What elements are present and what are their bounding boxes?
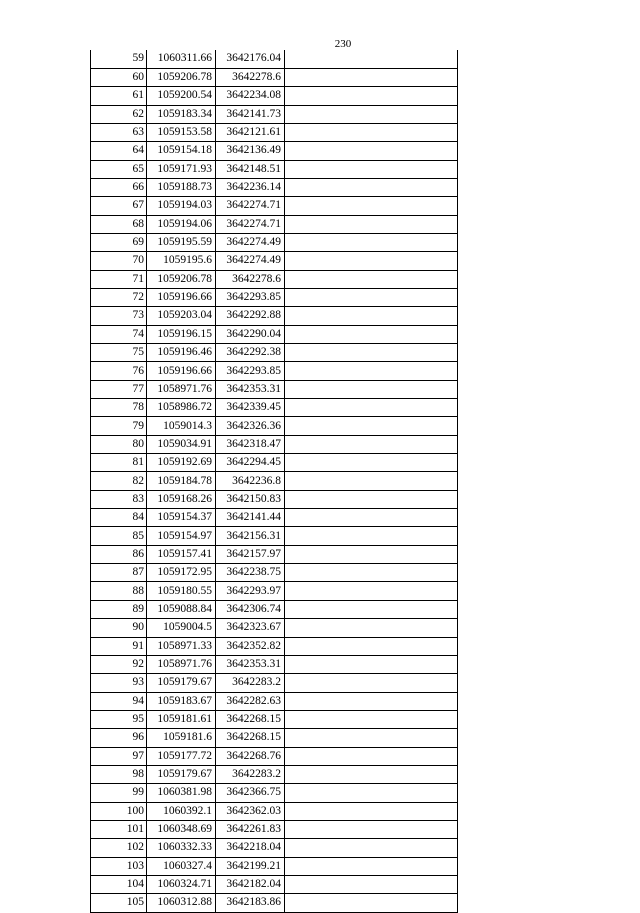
point-number-cell: 60 (91, 68, 147, 86)
point-number-cell: 77 (91, 380, 147, 398)
table-row (91, 710, 458, 728)
y-coordinate-cell: 3642292.88 (216, 307, 285, 325)
table-row (91, 435, 458, 453)
x-coordinate-cell: 1060392.1 (147, 802, 216, 820)
x-coordinate-cell: 1059153.58 (147, 123, 216, 141)
y-coordinate-cell: 3642293.85 (216, 288, 285, 306)
table-row (91, 509, 458, 527)
y-coordinate-cell: 3642176.04 (216, 50, 285, 68)
table-row (91, 197, 458, 215)
point-number-cell: 87 (91, 564, 147, 582)
empty-cell (285, 105, 458, 123)
coordinate-table (90, 50, 458, 913)
x-coordinate-cell: 1059088.84 (147, 600, 216, 618)
x-coordinate-cell: 1058971.76 (147, 380, 216, 398)
point-number-cell: 69 (91, 233, 147, 251)
x-coordinate-cell: 1059194.03 (147, 197, 216, 215)
y-coordinate-cell: 3642199.21 (216, 857, 285, 875)
table-row (91, 417, 458, 435)
point-number-cell: 64 (91, 142, 147, 160)
x-coordinate-cell: 1059206.78 (147, 270, 216, 288)
x-coordinate-cell: 1058971.76 (147, 655, 216, 673)
point-number-cell: 98 (91, 765, 147, 783)
empty-cell (285, 288, 458, 306)
table-row (91, 747, 458, 765)
empty-cell (285, 894, 458, 912)
table-row (91, 784, 458, 802)
empty-cell (285, 417, 458, 435)
x-coordinate-cell: 1060324.71 (147, 875, 216, 893)
y-coordinate-cell: 3642236.14 (216, 178, 285, 196)
x-coordinate-cell: 1059180.55 (147, 582, 216, 600)
x-coordinate-cell: 1059179.67 (147, 765, 216, 783)
empty-cell (285, 123, 458, 141)
x-coordinate-cell: 1059181.6 (147, 729, 216, 747)
empty-cell (285, 307, 458, 325)
x-coordinate-cell: 1060311.66 (147, 50, 216, 68)
y-coordinate-cell: 3642292.38 (216, 344, 285, 362)
x-coordinate-cell: 1059004.5 (147, 619, 216, 637)
point-number-cell: 62 (91, 105, 147, 123)
coordinate-table-body (91, 50, 458, 912)
y-coordinate-cell: 3642236.8 (216, 472, 285, 490)
point-number-cell: 70 (91, 252, 147, 270)
y-coordinate-cell: 3642290.04 (216, 325, 285, 343)
y-coordinate-cell: 3642293.85 (216, 362, 285, 380)
y-coordinate-cell: 3642218.04 (216, 839, 285, 857)
table-row (91, 820, 458, 838)
point-number-cell: 78 (91, 399, 147, 417)
empty-cell (285, 619, 458, 637)
empty-cell (285, 655, 458, 673)
x-coordinate-cell: 1059154.97 (147, 527, 216, 545)
x-coordinate-cell: 1059168.26 (147, 490, 216, 508)
table-row (91, 894, 458, 912)
empty-cell (285, 454, 458, 472)
x-coordinate-cell: 1059184.78 (147, 472, 216, 490)
table-row (91, 160, 458, 178)
point-number-cell: 101 (91, 820, 147, 838)
table-row (91, 307, 458, 325)
x-coordinate-cell: 1059196.66 (147, 362, 216, 380)
x-coordinate-cell: 1060381.98 (147, 784, 216, 802)
x-coordinate-cell: 1058971.33 (147, 637, 216, 655)
empty-cell (285, 142, 458, 160)
x-coordinate-cell: 1060312.88 (147, 894, 216, 912)
y-coordinate-cell: 3642366.75 (216, 784, 285, 802)
coordinate-table-container (90, 50, 457, 913)
x-coordinate-cell: 1060332.33 (147, 839, 216, 857)
table-row (91, 233, 458, 251)
empty-cell (285, 270, 458, 288)
empty-cell (285, 68, 458, 86)
y-coordinate-cell: 3642353.31 (216, 655, 285, 673)
y-coordinate-cell: 3642183.86 (216, 894, 285, 912)
point-number-cell: 75 (91, 344, 147, 362)
table-row (91, 399, 458, 417)
y-coordinate-cell: 3642182.04 (216, 875, 285, 893)
empty-cell (285, 490, 458, 508)
empty-cell (285, 344, 458, 362)
y-coordinate-cell: 3642234.08 (216, 87, 285, 105)
table-row (91, 105, 458, 123)
point-number-cell: 82 (91, 472, 147, 490)
empty-cell (285, 87, 458, 105)
y-coordinate-cell: 3642339.45 (216, 399, 285, 417)
table-row (91, 270, 458, 288)
point-number-cell: 96 (91, 729, 147, 747)
table-row (91, 344, 458, 362)
empty-cell (285, 802, 458, 820)
table-row (91, 600, 458, 618)
x-coordinate-cell: 1060348.69 (147, 820, 216, 838)
table-row (91, 68, 458, 86)
point-number-cell: 74 (91, 325, 147, 343)
table-row (91, 564, 458, 582)
point-number-cell: 83 (91, 490, 147, 508)
y-coordinate-cell: 3642282.63 (216, 692, 285, 710)
empty-cell (285, 233, 458, 251)
empty-cell (285, 362, 458, 380)
table-row (91, 802, 458, 820)
y-coordinate-cell: 3642157.97 (216, 545, 285, 563)
y-coordinate-cell: 3642268.15 (216, 729, 285, 747)
point-number-cell: 85 (91, 527, 147, 545)
table-row (91, 380, 458, 398)
x-coordinate-cell: 1059192.69 (147, 454, 216, 472)
x-coordinate-cell: 1059179.67 (147, 674, 216, 692)
table-row (91, 655, 458, 673)
y-coordinate-cell: 3642278.6 (216, 270, 285, 288)
x-coordinate-cell: 1059194.06 (147, 215, 216, 233)
y-coordinate-cell: 3642323.67 (216, 619, 285, 637)
empty-cell (285, 527, 458, 545)
empty-cell (285, 692, 458, 710)
table-row (91, 857, 458, 875)
empty-cell (285, 875, 458, 893)
table-row (91, 637, 458, 655)
x-coordinate-cell: 1060327.4 (147, 857, 216, 875)
point-number-cell: 65 (91, 160, 147, 178)
empty-cell (285, 545, 458, 563)
point-number-cell: 84 (91, 509, 147, 527)
empty-cell (285, 509, 458, 527)
table-row (91, 490, 458, 508)
empty-cell (285, 160, 458, 178)
x-coordinate-cell: 1059034.91 (147, 435, 216, 453)
point-number-cell: 89 (91, 600, 147, 618)
table-row (91, 545, 458, 563)
point-number-cell: 79 (91, 417, 147, 435)
empty-cell (285, 710, 458, 728)
y-coordinate-cell: 3642274.49 (216, 233, 285, 251)
y-coordinate-cell: 3642268.76 (216, 747, 285, 765)
y-coordinate-cell: 3642238.75 (216, 564, 285, 582)
table-row (91, 325, 458, 343)
point-number-cell: 63 (91, 123, 147, 141)
x-coordinate-cell: 1059203.04 (147, 307, 216, 325)
point-number-cell: 92 (91, 655, 147, 673)
point-number-cell: 59 (91, 50, 147, 68)
point-number-cell: 90 (91, 619, 147, 637)
table-row (91, 178, 458, 196)
x-coordinate-cell: 1059171.93 (147, 160, 216, 178)
table-row (91, 765, 458, 783)
x-coordinate-cell: 1059196.15 (147, 325, 216, 343)
point-number-cell: 61 (91, 87, 147, 105)
table-row (91, 454, 458, 472)
table-row (91, 215, 458, 233)
y-coordinate-cell: 3642278.6 (216, 68, 285, 86)
table-row (91, 527, 458, 545)
y-coordinate-cell: 3642293.97 (216, 582, 285, 600)
y-coordinate-cell: 3642121.61 (216, 123, 285, 141)
empty-cell (285, 600, 458, 618)
empty-cell (285, 729, 458, 747)
point-number-cell: 94 (91, 692, 147, 710)
empty-cell (285, 215, 458, 233)
empty-cell (285, 252, 458, 270)
y-coordinate-cell: 3642141.44 (216, 509, 285, 527)
x-coordinate-cell: 1059188.73 (147, 178, 216, 196)
table-row (91, 87, 458, 105)
empty-cell (285, 747, 458, 765)
y-coordinate-cell: 3642318.47 (216, 435, 285, 453)
empty-cell (285, 325, 458, 343)
table-row (91, 362, 458, 380)
empty-cell (285, 857, 458, 875)
x-coordinate-cell: 1059183.67 (147, 692, 216, 710)
empty-cell (285, 399, 458, 417)
point-number-cell: 68 (91, 215, 147, 233)
empty-cell (285, 784, 458, 802)
y-coordinate-cell: 3642156.31 (216, 527, 285, 545)
table-row (91, 123, 458, 141)
x-coordinate-cell: 1059181.61 (147, 710, 216, 728)
x-coordinate-cell: 1059014.3 (147, 417, 216, 435)
empty-cell (285, 197, 458, 215)
table-row (91, 142, 458, 160)
y-coordinate-cell: 3642362.03 (216, 802, 285, 820)
y-coordinate-cell: 3642268.15 (216, 710, 285, 728)
y-coordinate-cell: 3642353.31 (216, 380, 285, 398)
point-number-cell: 99 (91, 784, 147, 802)
y-coordinate-cell: 3642148.51 (216, 160, 285, 178)
table-row (91, 674, 458, 692)
point-number-cell: 76 (91, 362, 147, 380)
empty-cell (285, 582, 458, 600)
point-number-cell: 105 (91, 894, 147, 912)
table-row (91, 729, 458, 747)
x-coordinate-cell: 1059206.78 (147, 68, 216, 86)
empty-cell (285, 820, 458, 838)
point-number-cell: 100 (91, 802, 147, 820)
y-coordinate-cell: 3642294.45 (216, 454, 285, 472)
x-coordinate-cell: 1059172.95 (147, 564, 216, 582)
table-row (91, 875, 458, 893)
table-row (91, 472, 458, 490)
x-coordinate-cell: 1059195.59 (147, 233, 216, 251)
empty-cell (285, 380, 458, 398)
point-number-cell: 73 (91, 307, 147, 325)
empty-cell (285, 178, 458, 196)
page-number: 230 (334, 38, 352, 50)
x-coordinate-cell: 1059195.6 (147, 252, 216, 270)
y-coordinate-cell: 3642141.73 (216, 105, 285, 123)
x-coordinate-cell: 1059154.18 (147, 142, 216, 160)
x-coordinate-cell: 1059177.72 (147, 747, 216, 765)
empty-cell (285, 435, 458, 453)
empty-cell (285, 50, 458, 68)
table-row (91, 692, 458, 710)
point-number-cell: 80 (91, 435, 147, 453)
y-coordinate-cell: 3642283.2 (216, 765, 285, 783)
point-number-cell: 72 (91, 288, 147, 306)
y-coordinate-cell: 3642150.83 (216, 490, 285, 508)
x-coordinate-cell: 1059196.46 (147, 344, 216, 362)
y-coordinate-cell: 3642283.2 (216, 674, 285, 692)
empty-cell (285, 674, 458, 692)
point-number-cell: 93 (91, 674, 147, 692)
table-row (91, 619, 458, 637)
point-number-cell: 71 (91, 270, 147, 288)
empty-cell (285, 564, 458, 582)
x-coordinate-cell: 1059200.54 (147, 87, 216, 105)
point-number-cell: 97 (91, 747, 147, 765)
point-number-cell: 66 (91, 178, 147, 196)
point-number-cell: 95 (91, 710, 147, 728)
y-coordinate-cell: 3642261.83 (216, 820, 285, 838)
y-coordinate-cell: 3642274.49 (216, 252, 285, 270)
y-coordinate-cell: 3642352.82 (216, 637, 285, 655)
empty-cell (285, 839, 458, 857)
point-number-cell: 104 (91, 875, 147, 893)
point-number-cell: 67 (91, 197, 147, 215)
x-coordinate-cell: 1059183.34 (147, 105, 216, 123)
y-coordinate-cell: 3642326.36 (216, 417, 285, 435)
table-row (91, 50, 458, 68)
point-number-cell: 88 (91, 582, 147, 600)
point-number-cell: 81 (91, 454, 147, 472)
empty-cell (285, 637, 458, 655)
y-coordinate-cell: 3642136.49 (216, 142, 285, 160)
x-coordinate-cell: 1058986.72 (147, 399, 216, 417)
empty-cell (285, 765, 458, 783)
point-number-cell: 102 (91, 839, 147, 857)
x-coordinate-cell: 1059157.41 (147, 545, 216, 563)
point-number-cell: 103 (91, 857, 147, 875)
x-coordinate-cell: 1059154.37 (147, 509, 216, 527)
table-row (91, 252, 458, 270)
y-coordinate-cell: 3642274.71 (216, 215, 285, 233)
table-row (91, 839, 458, 857)
x-coordinate-cell: 1059196.66 (147, 288, 216, 306)
point-number-cell: 86 (91, 545, 147, 563)
y-coordinate-cell: 3642306.74 (216, 600, 285, 618)
table-row (91, 582, 458, 600)
table-row (91, 288, 458, 306)
y-coordinate-cell: 3642274.71 (216, 197, 285, 215)
empty-cell (285, 472, 458, 490)
point-number-cell: 91 (91, 637, 147, 655)
